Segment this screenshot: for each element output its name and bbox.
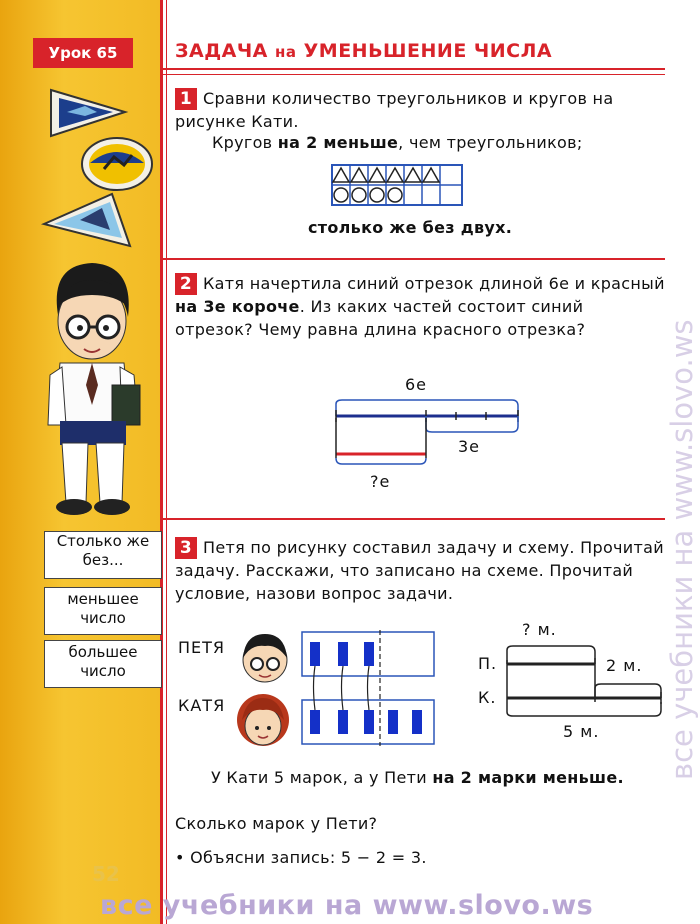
watermark-vertical xyxy=(646,120,700,780)
name-katya: КАТЯ xyxy=(178,696,226,715)
scheme-label-k: К. xyxy=(478,688,497,707)
task-number-1: 1 xyxy=(175,88,197,110)
boy-character-illustration xyxy=(30,255,155,520)
task1-line2 xyxy=(212,131,672,154)
watermark-bottom: все учебники на www.slovo.ws xyxy=(100,890,594,921)
task1-caption: столько же без двух. xyxy=(308,218,513,237)
task2-text xyxy=(175,272,665,341)
scheme-question-label: ? м. xyxy=(522,620,557,639)
stamp-icon-oval-animal xyxy=(80,135,155,193)
header-underline xyxy=(160,68,665,70)
segment-label-6e: 6е xyxy=(405,375,428,394)
task1-text xyxy=(175,87,665,133)
stamps-comparison-figure xyxy=(300,630,438,746)
scheme-label-5m: 5 м. xyxy=(563,722,600,741)
task3-question-line: Сколько марок у Пети? xyxy=(175,814,378,833)
name-petya: ПЕТЯ xyxy=(178,638,226,657)
task3-problem xyxy=(175,766,645,789)
title-part-2: на xyxy=(275,43,297,61)
page-title xyxy=(175,40,552,62)
task2-text-pre: Катя начертила синий отрезок длиной 6е и красный xyxy=(203,274,665,293)
task3-problem-pre: У Кати 5 марок, а у Пети xyxy=(211,768,433,787)
sidebar-box-text: меньшее число xyxy=(67,590,139,627)
task1-line2-bold: на 2 меньше xyxy=(277,133,399,152)
sidebar-box-text: большее число xyxy=(68,643,138,680)
scheme-label-p: П. xyxy=(478,654,498,673)
sidebar-box-text: Столько же без... xyxy=(56,532,150,569)
task1-line2-pre: Кругов xyxy=(212,133,278,152)
lesson-badge: Урок 65 xyxy=(33,38,133,68)
watermark-vertical-text: все учебники на www.slovo.ws xyxy=(665,319,699,780)
stamp-icon-triangle-bird xyxy=(45,82,135,142)
segments-diagram xyxy=(330,398,525,470)
stamp-icon-triangle-mountain xyxy=(40,190,135,250)
header-underline-thin xyxy=(160,74,665,75)
title-part-3: УМЕНЬШЕНИЕ ЧИСЛА xyxy=(303,40,553,62)
task3-problem-bold: на 2 марки меньше. xyxy=(432,768,624,787)
task-number-2: 2 xyxy=(175,273,197,295)
red-margin-line-thin xyxy=(166,0,167,924)
katya-face-icon xyxy=(232,690,294,752)
page-number: 52 xyxy=(92,862,120,886)
task3-explain: • Объясни запись: 5 − 2 = 3. xyxy=(175,848,427,867)
task1-question: Сравни количество треугольников и кругов на рисунке Кати. xyxy=(175,89,614,131)
red-margin-line xyxy=(160,0,163,924)
scheme-label-2m: 2 м. xyxy=(606,656,643,675)
petya-face-icon xyxy=(237,630,293,686)
segment-label-question: ?е xyxy=(370,472,391,491)
stamps-scheme-diagram xyxy=(503,640,667,720)
task3-text xyxy=(175,536,665,605)
section-divider xyxy=(160,518,665,520)
title-part-1: ЗАДАЧА xyxy=(175,40,268,62)
task-number-3: 3 xyxy=(175,537,197,559)
sidebar-box-stolko-zhe xyxy=(44,531,162,579)
sidebar-box-smaller-number xyxy=(44,587,162,635)
triangles-circles-figure xyxy=(330,163,465,207)
section-divider xyxy=(160,258,665,260)
task2-text-post: . Из каких частей состоит синий отрезок? Чему равна длина красного отрезка? xyxy=(175,297,586,339)
task3-question: Петя по рисунку составил задачу и схему. Прочитай задачу. Расскажи, что записано на схеме. Прочитай условие, назови вопрос задачи. xyxy=(175,538,664,603)
task2-text-bold: на 3е короче xyxy=(175,297,300,316)
segment-label-3e: 3е xyxy=(458,437,481,456)
task1-line2-post: , чем треугольников; xyxy=(398,133,583,152)
sidebar-box-bigger-number xyxy=(44,640,162,688)
